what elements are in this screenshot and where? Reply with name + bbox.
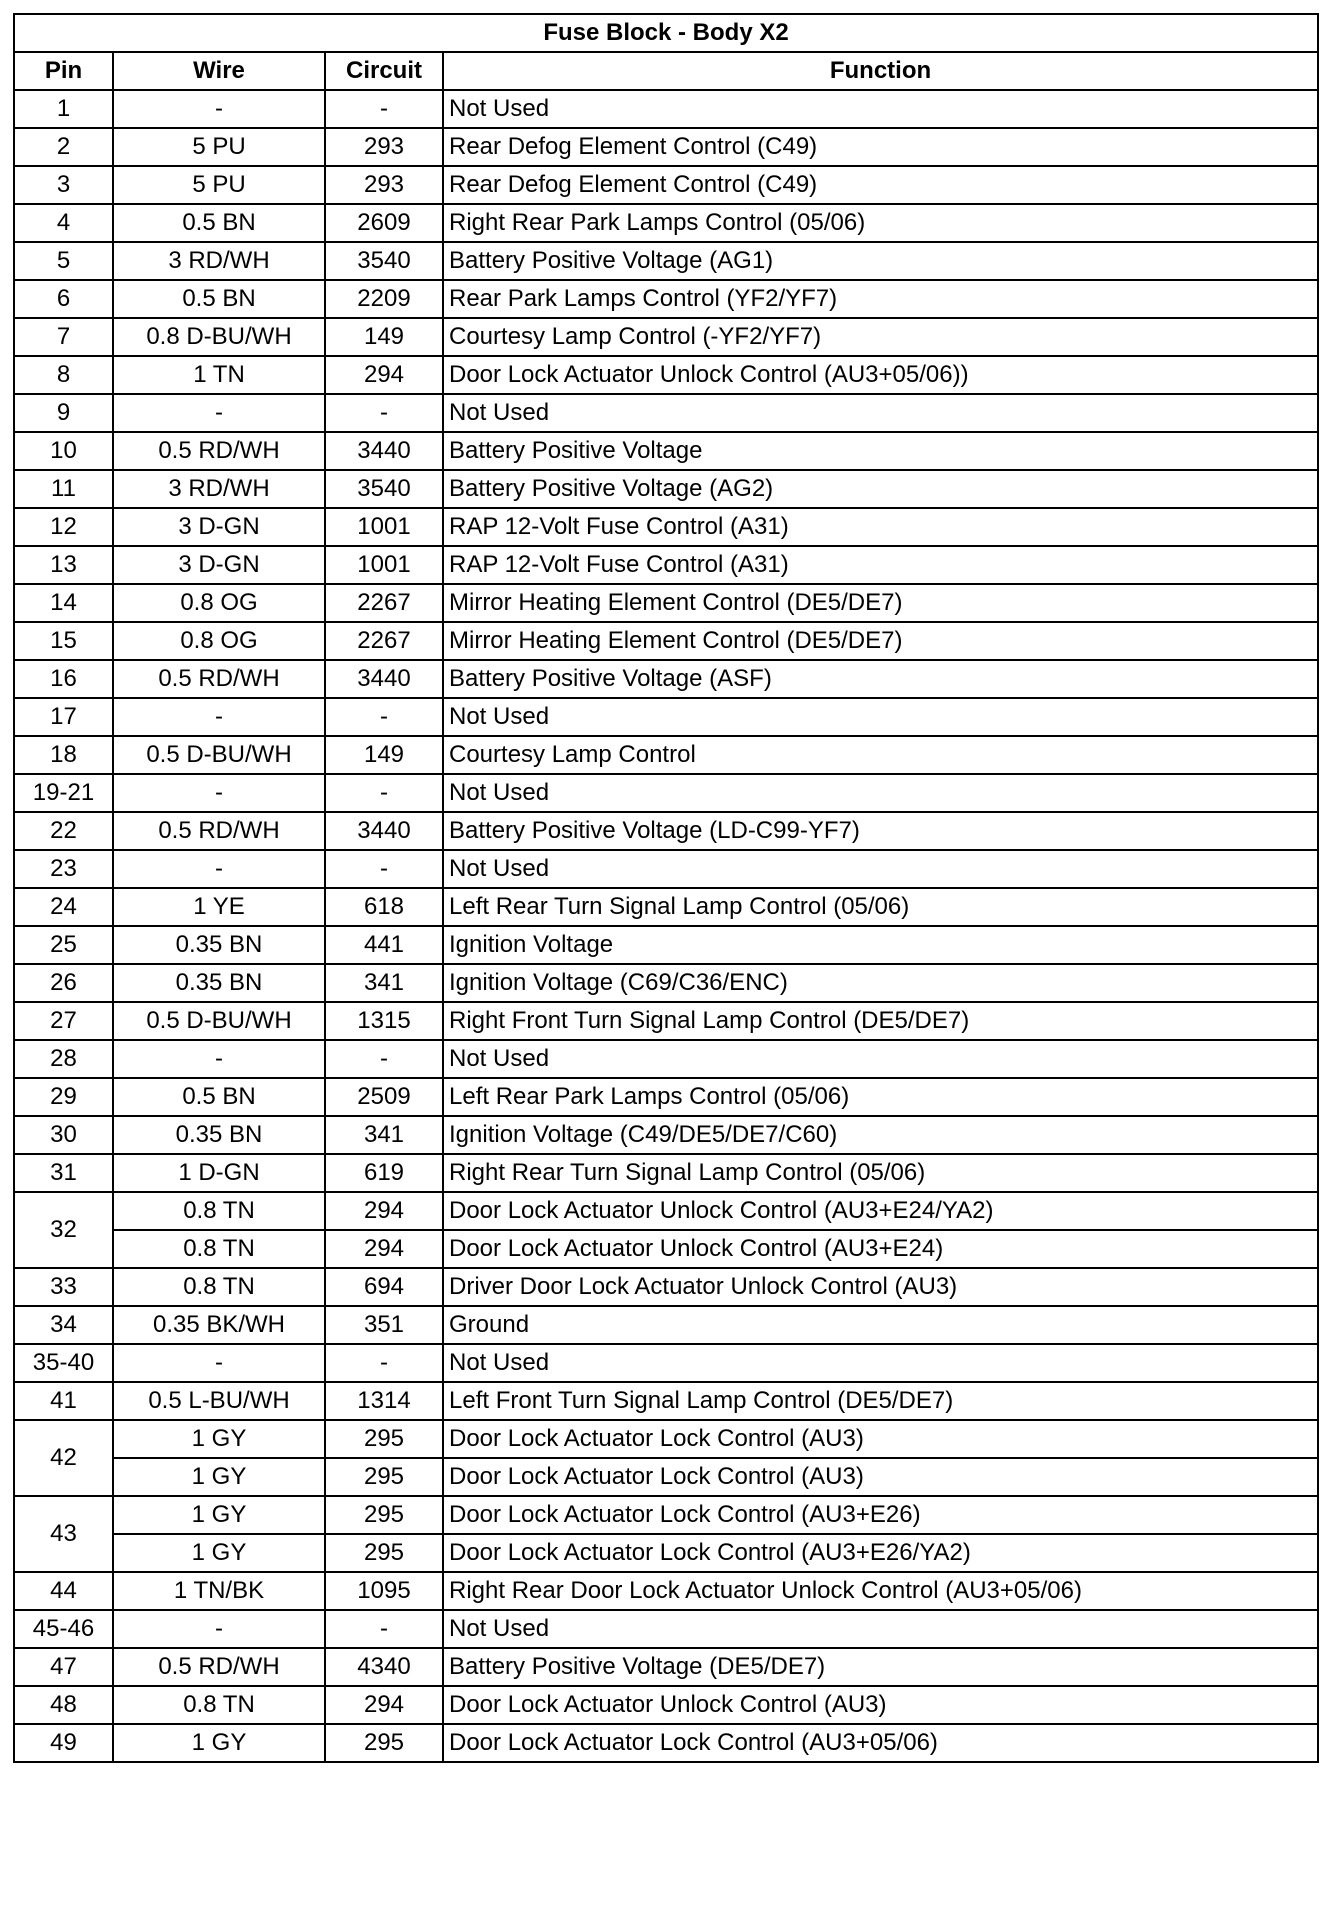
cell-wire: 0.8 D-BU/WH xyxy=(113,318,325,356)
cell-circuit: 2267 xyxy=(325,584,443,622)
cell-wire: 1 GY xyxy=(113,1534,325,1572)
cell-pin: 22 xyxy=(14,812,113,850)
cell-circuit: 341 xyxy=(325,964,443,1002)
cell-wire: - xyxy=(113,1040,325,1078)
cell-function: Not Used xyxy=(443,394,1318,432)
cell-function: Rear Defog Element Control (C49) xyxy=(443,166,1318,204)
table-row xyxy=(14,774,1318,812)
cell-wire: 1 D-GN xyxy=(113,1154,325,1192)
cell-wire: 1 GY xyxy=(113,1420,325,1458)
cell-pin: 35-40 xyxy=(14,1344,113,1382)
cell-function: Driver Door Lock Actuator Unlock Control (AU3) xyxy=(443,1268,1318,1306)
cell-wire: 0.5 RD/WH xyxy=(113,660,325,698)
cell-function: Battery Positive Voltage (ASF) xyxy=(443,660,1318,698)
cell-circuit: 1001 xyxy=(325,546,443,584)
cell-function: Not Used xyxy=(443,850,1318,888)
cell-circuit: - xyxy=(325,1344,443,1382)
table-row xyxy=(14,1572,1318,1610)
table-row xyxy=(14,1610,1318,1648)
title-row xyxy=(14,14,1318,52)
cell-wire: 3 D-GN xyxy=(113,508,325,546)
cell-circuit: 149 xyxy=(325,318,443,356)
cell-pin: 26 xyxy=(14,964,113,1002)
cell-wire: 1 YE xyxy=(113,888,325,926)
cell-pin: 23 xyxy=(14,850,113,888)
table-row xyxy=(14,660,1318,698)
cell-circuit: 441 xyxy=(325,926,443,964)
cell-circuit: - xyxy=(325,1040,443,1078)
cell-pin: 1 xyxy=(14,90,113,128)
cell-circuit: 1001 xyxy=(325,508,443,546)
cell-circuit: 1314 xyxy=(325,1382,443,1420)
cell-wire: - xyxy=(113,394,325,432)
cell-wire: 0.8 TN xyxy=(113,1192,325,1230)
cell-circuit: 694 xyxy=(325,1268,443,1306)
cell-wire: 0.5 L-BU/WH xyxy=(113,1382,325,1420)
table-row xyxy=(14,1306,1318,1344)
cell-circuit: 2209 xyxy=(325,280,443,318)
cell-pin: 49 xyxy=(14,1724,113,1762)
cell-pin: 33 xyxy=(14,1268,113,1306)
table-row xyxy=(14,166,1318,204)
table-row xyxy=(14,470,1318,508)
cell-pin: 18 xyxy=(14,736,113,774)
cell-wire: 0.8 OG xyxy=(113,622,325,660)
cell-function: Courtesy Lamp Control (-YF2/YF7) xyxy=(443,318,1318,356)
cell-circuit: 3440 xyxy=(325,432,443,470)
cell-wire: - xyxy=(113,698,325,736)
cell-wire: 3 D-GN xyxy=(113,546,325,584)
cell-circuit: 619 xyxy=(325,1154,443,1192)
cell-function: RAP 12-Volt Fuse Control (A31) xyxy=(443,508,1318,546)
cell-wire: 0.5 RD/WH xyxy=(113,432,325,470)
cell-function: Mirror Heating Element Control (DE5/DE7) xyxy=(443,584,1318,622)
cell-wire: 0.35 BN xyxy=(113,926,325,964)
cell-function: Ignition Voltage (C69/C36/ENC) xyxy=(443,964,1318,1002)
cell-pin: 11 xyxy=(14,470,113,508)
cell-pin: 17 xyxy=(14,698,113,736)
cell-pin: 31 xyxy=(14,1154,113,1192)
cell-wire: - xyxy=(113,774,325,812)
cell-wire: 0.35 BK/WH xyxy=(113,1306,325,1344)
cell-pin: 32 xyxy=(14,1192,113,1268)
table-row xyxy=(14,1724,1318,1762)
cell-circuit: 3540 xyxy=(325,242,443,280)
cell-circuit: - xyxy=(325,850,443,888)
cell-function: Door Lock Actuator Unlock Control (AU3+E24/YA2) xyxy=(443,1192,1318,1230)
table-row xyxy=(14,546,1318,584)
cell-wire: 0.35 BN xyxy=(113,1116,325,1154)
cell-circuit: 149 xyxy=(325,736,443,774)
cell-function: Battery Positive Voltage (AG2) xyxy=(443,470,1318,508)
cell-function: Door Lock Actuator Lock Control (AU3) xyxy=(443,1420,1318,1458)
cell-wire: 0.35 BN xyxy=(113,964,325,1002)
cell-wire: 1 GY xyxy=(113,1458,325,1496)
cell-function: Ignition Voltage (C49/DE5/DE7/C60) xyxy=(443,1116,1318,1154)
cell-pin: 48 xyxy=(14,1686,113,1724)
table-row xyxy=(14,1230,1318,1268)
cell-function: Door Lock Actuator Lock Control (AU3+05/06) xyxy=(443,1724,1318,1762)
cell-wire: 0.8 TN xyxy=(113,1230,325,1268)
cell-wire: 0.5 RD/WH xyxy=(113,1648,325,1686)
cell-circuit: 351 xyxy=(325,1306,443,1344)
cell-function: Not Used xyxy=(443,1344,1318,1382)
cell-function: Right Front Turn Signal Lamp Control (DE5/DE7) xyxy=(443,1002,1318,1040)
table-row xyxy=(14,1040,1318,1078)
cell-function: Courtesy Lamp Control xyxy=(443,736,1318,774)
table-row xyxy=(14,1154,1318,1192)
cell-circuit: 294 xyxy=(325,356,443,394)
table-row xyxy=(14,1344,1318,1382)
cell-pin: 47 xyxy=(14,1648,113,1686)
table-row xyxy=(14,1078,1318,1116)
table-row xyxy=(14,1192,1318,1230)
cell-pin: 44 xyxy=(14,1572,113,1610)
cell-pin: 27 xyxy=(14,1002,113,1040)
cell-pin: 12 xyxy=(14,508,113,546)
cell-function: Door Lock Actuator Lock Control (AU3+E26/YA2) xyxy=(443,1534,1318,1572)
cell-function: Not Used xyxy=(443,698,1318,736)
table-row xyxy=(14,90,1318,128)
table-row xyxy=(14,1116,1318,1154)
table-row xyxy=(14,736,1318,774)
cell-pin: 4 xyxy=(14,204,113,242)
cell-pin: 8 xyxy=(14,356,113,394)
cell-pin: 3 xyxy=(14,166,113,204)
cell-function: Right Rear Park Lamps Control (05/06) xyxy=(443,204,1318,242)
cell-function: Not Used xyxy=(443,90,1318,128)
cell-wire: 1 TN/BK xyxy=(113,1572,325,1610)
cell-pin: 14 xyxy=(14,584,113,622)
cell-circuit: 1095 xyxy=(325,1572,443,1610)
header-wire: Wire xyxy=(113,52,325,90)
cell-pin: 43 xyxy=(14,1496,113,1572)
cell-wire: 0.8 TN xyxy=(113,1686,325,1724)
cell-wire: 0.5 BN xyxy=(113,204,325,242)
cell-function: Right Rear Door Lock Actuator Unlock Control (AU3+05/06) xyxy=(443,1572,1318,1610)
cell-pin: 24 xyxy=(14,888,113,926)
table-row xyxy=(14,1534,1318,1572)
cell-pin: 41 xyxy=(14,1382,113,1420)
cell-function: Rear Park Lamps Control (YF2/YF7) xyxy=(443,280,1318,318)
cell-wire: 1 TN xyxy=(113,356,325,394)
cell-circuit: 295 xyxy=(325,1458,443,1496)
table-row xyxy=(14,698,1318,736)
table-row xyxy=(14,926,1318,964)
table-title: Fuse Block - Body X2 xyxy=(14,14,1318,52)
table-row xyxy=(14,394,1318,432)
cell-circuit: - xyxy=(325,698,443,736)
cell-wire: - xyxy=(113,1610,325,1648)
cell-function: Mirror Heating Element Control (DE5/DE7) xyxy=(443,622,1318,660)
cell-wire: 0.5 RD/WH xyxy=(113,812,325,850)
cell-circuit: 1315 xyxy=(325,1002,443,1040)
cell-function: Battery Positive Voltage (DE5/DE7) xyxy=(443,1648,1318,1686)
cell-pin: 45-46 xyxy=(14,1610,113,1648)
cell-pin: 5 xyxy=(14,242,113,280)
table-row xyxy=(14,1002,1318,1040)
cell-pin: 7 xyxy=(14,318,113,356)
cell-wire: 3 RD/WH xyxy=(113,242,325,280)
cell-function: Left Front Turn Signal Lamp Control (DE5/DE7) xyxy=(443,1382,1318,1420)
cell-circuit: 3440 xyxy=(325,812,443,850)
cell-wire: 1 GY xyxy=(113,1496,325,1534)
cell-function: Not Used xyxy=(443,1610,1318,1648)
table-row xyxy=(14,584,1318,622)
cell-function: Battery Positive Voltage (LD-C99-YF7) xyxy=(443,812,1318,850)
cell-function: Left Rear Park Lamps Control (05/06) xyxy=(443,1078,1318,1116)
cell-function: Battery Positive Voltage (AG1) xyxy=(443,242,1318,280)
cell-circuit: - xyxy=(325,1610,443,1648)
cell-pin: 9 xyxy=(14,394,113,432)
cell-circuit: 3540 xyxy=(325,470,443,508)
header-circuit: Circuit xyxy=(325,52,443,90)
table-row xyxy=(14,128,1318,166)
table-row xyxy=(14,242,1318,280)
cell-pin: 19-21 xyxy=(14,774,113,812)
cell-wire: 0.5 D-BU/WH xyxy=(113,1002,325,1040)
table-row xyxy=(14,1496,1318,1534)
cell-function: Door Lock Actuator Lock Control (AU3) xyxy=(443,1458,1318,1496)
cell-circuit: 295 xyxy=(325,1724,443,1762)
table-row xyxy=(14,1268,1318,1306)
table-row xyxy=(14,964,1318,1002)
cell-function: Door Lock Actuator Unlock Control (AU3) xyxy=(443,1686,1318,1724)
cell-circuit: 341 xyxy=(325,1116,443,1154)
cell-circuit: 294 xyxy=(325,1192,443,1230)
cell-circuit: - xyxy=(325,90,443,128)
cell-circuit: 2609 xyxy=(325,204,443,242)
cell-wire: 0.5 D-BU/WH xyxy=(113,736,325,774)
table-row xyxy=(14,1458,1318,1496)
table-row xyxy=(14,888,1318,926)
cell-pin: 10 xyxy=(14,432,113,470)
cell-circuit: 293 xyxy=(325,128,443,166)
cell-circuit: 2509 xyxy=(325,1078,443,1116)
cell-pin: 16 xyxy=(14,660,113,698)
table-row xyxy=(14,850,1318,888)
cell-wire: 5 PU xyxy=(113,128,325,166)
cell-circuit: 295 xyxy=(325,1420,443,1458)
table-row xyxy=(14,432,1318,470)
cell-function: Not Used xyxy=(443,1040,1318,1078)
table-row xyxy=(14,318,1318,356)
cell-wire: - xyxy=(113,1344,325,1382)
cell-circuit: 293 xyxy=(325,166,443,204)
table-row xyxy=(14,1420,1318,1458)
cell-pin: 29 xyxy=(14,1078,113,1116)
cell-function: Rear Defog Element Control (C49) xyxy=(443,128,1318,166)
cell-circuit: - xyxy=(325,394,443,432)
table-row xyxy=(14,356,1318,394)
header-row xyxy=(14,52,1318,90)
table-row xyxy=(14,204,1318,242)
table-row xyxy=(14,508,1318,546)
cell-wire: - xyxy=(113,850,325,888)
cell-circuit: 295 xyxy=(325,1534,443,1572)
cell-function: Left Rear Turn Signal Lamp Control (05/06) xyxy=(443,888,1318,926)
table-row xyxy=(14,1648,1318,1686)
cell-function: Ignition Voltage xyxy=(443,926,1318,964)
cell-function: Right Rear Turn Signal Lamp Control (05/06) xyxy=(443,1154,1318,1192)
cell-wire: 5 PU xyxy=(113,166,325,204)
table-row xyxy=(14,280,1318,318)
table-row xyxy=(14,1686,1318,1724)
table-row xyxy=(14,1382,1318,1420)
pinout-table xyxy=(13,13,1319,1763)
cell-pin: 34 xyxy=(14,1306,113,1344)
cell-function: Ground xyxy=(443,1306,1318,1344)
cell-function: Battery Positive Voltage xyxy=(443,432,1318,470)
cell-function: Door Lock Actuator Unlock Control (AU3+05/06)) xyxy=(443,356,1318,394)
cell-circuit: 294 xyxy=(325,1230,443,1268)
cell-circuit: 3440 xyxy=(325,660,443,698)
table-body xyxy=(14,90,1318,1762)
cell-wire: 1 GY xyxy=(113,1724,325,1762)
header-pin: Pin xyxy=(14,52,113,90)
cell-function: RAP 12-Volt Fuse Control (A31) xyxy=(443,546,1318,584)
cell-pin: 28 xyxy=(14,1040,113,1078)
cell-wire: - xyxy=(113,90,325,128)
cell-wire: 3 RD/WH xyxy=(113,470,325,508)
cell-pin: 42 xyxy=(14,1420,113,1496)
cell-pin: 13 xyxy=(14,546,113,584)
cell-circuit: 294 xyxy=(325,1686,443,1724)
cell-wire: 0.8 OG xyxy=(113,584,325,622)
cell-circuit: 618 xyxy=(325,888,443,926)
cell-pin: 15 xyxy=(14,622,113,660)
cell-pin: 2 xyxy=(14,128,113,166)
cell-circuit: - xyxy=(325,774,443,812)
cell-circuit: 2267 xyxy=(325,622,443,660)
cell-wire: 0.5 BN xyxy=(113,280,325,318)
cell-function: Door Lock Actuator Lock Control (AU3+E26) xyxy=(443,1496,1318,1534)
cell-wire: 0.8 TN xyxy=(113,1268,325,1306)
table-row xyxy=(14,622,1318,660)
cell-circuit: 4340 xyxy=(325,1648,443,1686)
cell-circuit: 295 xyxy=(325,1496,443,1534)
cell-pin: 25 xyxy=(14,926,113,964)
header-function: Function xyxy=(443,52,1318,90)
cell-pin: 30 xyxy=(14,1116,113,1154)
cell-pin: 6 xyxy=(14,280,113,318)
cell-function: Not Used xyxy=(443,774,1318,812)
cell-wire: 0.5 BN xyxy=(113,1078,325,1116)
cell-function: Door Lock Actuator Unlock Control (AU3+E24) xyxy=(443,1230,1318,1268)
table-row xyxy=(14,812,1318,850)
